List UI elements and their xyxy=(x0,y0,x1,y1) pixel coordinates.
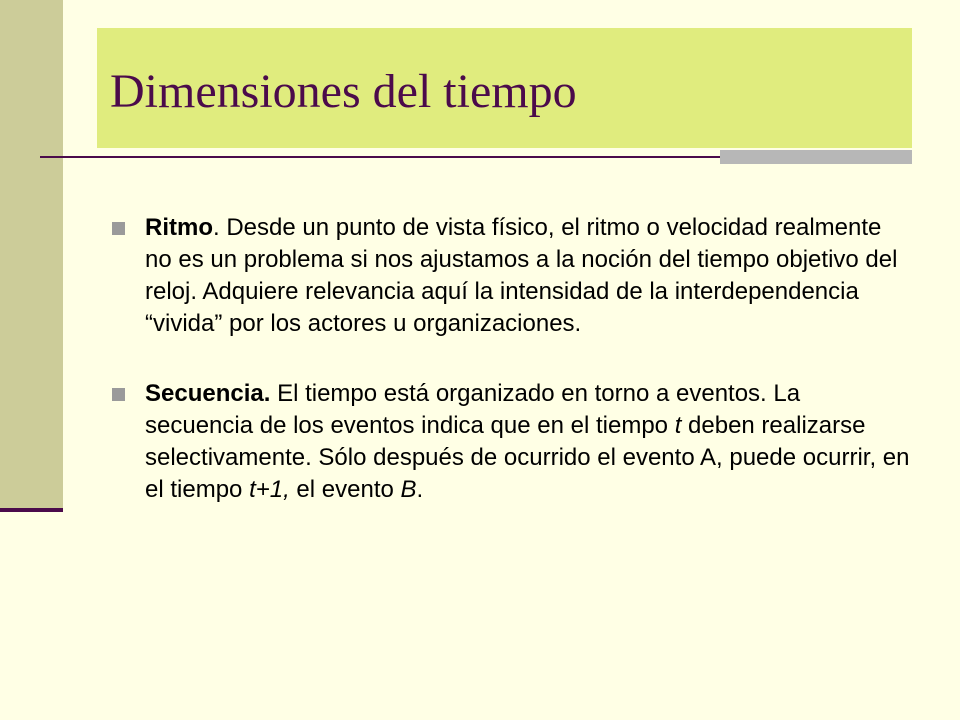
bullet-heading: Secuencia. xyxy=(145,380,271,407)
bullet-text: el evento xyxy=(289,476,401,503)
square-bullet-icon xyxy=(112,222,125,235)
bullet-italic-term: t+1, xyxy=(249,476,290,503)
bullet-heading: Ritmo xyxy=(145,214,213,241)
bullet-text: El tiempo está organizado en torno a eventos. La secuencia de los eventos indica que en el tiempo xyxy=(145,380,801,439)
left-band-underline xyxy=(0,508,63,512)
bullet-italic-term: B xyxy=(400,476,417,503)
bullet-text: . Desde un punto de vista físico, el ritmo o velocidad realmente no es un problema si nos ajustamos a la noción del tiempo objetivo del reloj. Adquiere relevancia aquí la intensidad de la interdependencia “vivida” por los actores u organizaciones. xyxy=(145,214,898,337)
bullet-text: . xyxy=(416,476,424,503)
title-divider-accent xyxy=(720,150,912,164)
bullet-ritmo xyxy=(112,212,912,340)
left-decorative-band xyxy=(0,0,63,510)
square-bullet-icon xyxy=(112,388,125,401)
bullet-secuencia xyxy=(112,378,912,506)
bullet-italic-term: t xyxy=(674,412,682,439)
bullet-text: deben realizarse selectivamente. Sólo después de ocurrido el evento A, puede ocurrir, en el tiempo xyxy=(145,412,910,503)
slide-body xyxy=(112,212,912,506)
slide-title: Dimensiones del tiempo xyxy=(110,65,577,118)
